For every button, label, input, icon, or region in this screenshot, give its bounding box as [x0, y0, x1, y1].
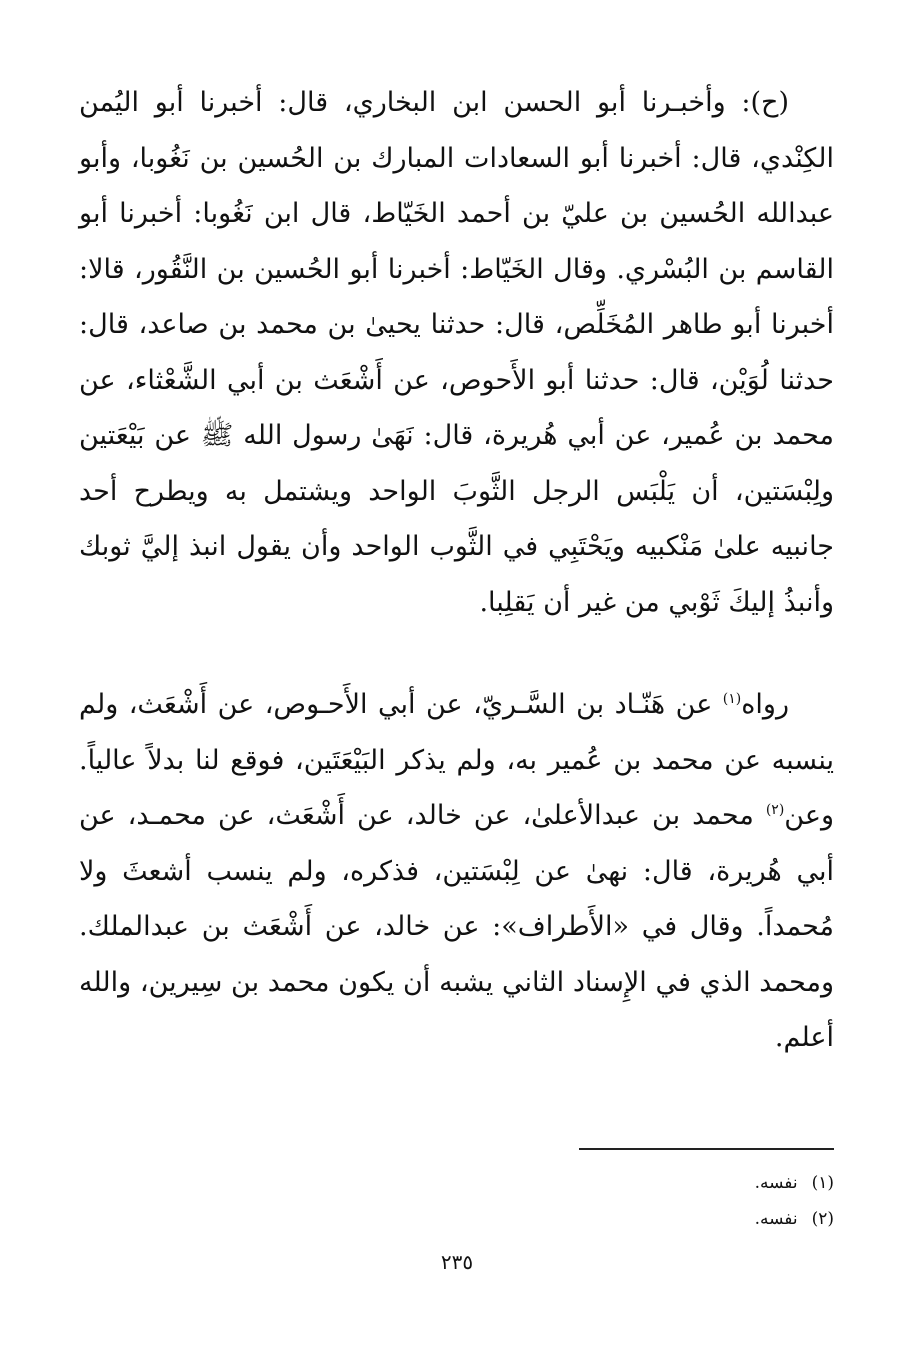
footnote-divider	[579, 1148, 834, 1150]
footnote-number: (٢)	[811, 1209, 834, 1229]
footnote	[434, 1201, 834, 1237]
footnote-reference: (١)	[722, 691, 742, 707]
narration-commentary-paragraph	[79, 677, 834, 1066]
footnote-text: نفسه.	[754, 1209, 798, 1229]
paragraph-segment: عن هَنّـاد بن السَّـريّ، عن أبي الأَحـوص، عن أَشْعَث، ولم ينسبه عن محمد بن عُمير به، ولم يذكر البَيْعَتَين، فوقع لنا بدلاً عالياً. وعن	[79, 689, 834, 831]
footnote-number: (١)	[811, 1173, 834, 1193]
footnote-text: نفسه.	[754, 1173, 798, 1193]
paragraph-segment: رواه	[741, 689, 789, 720]
page-number: ٢٣٥	[440, 1250, 474, 1274]
paragraph-segment: محمد بن عبدالأعلىٰ، عن خالد، عن أَشْعَث، عن محمـد، عن أبي هُريرة، قال: نهىٰ عن لِبْسَتين، فذكره، ولم ينسب أشعثَ ولا مُحمداً. وقال في «الأَطراف»: عن خالد، عن أَشْعَث بن عبدالملك. ومحمد الذي في الإِسناد الثاني يشبه أن يكون محمد بن سِيرين، والله أعلم.	[79, 800, 834, 1053]
footnote	[434, 1165, 834, 1201]
footnotes	[434, 1165, 834, 1237]
hadith-chain-paragraph	[79, 75, 834, 630]
paragraph-text: (ح): وأخبـرنا أبو الحسن ابن البخاري، قال: أخبرنا أبو اليُمن الكِنْدي، قال: أخبرنا أبو السعادات المبارك بن الحُسين بن نَغُوبا، وأبو عبدالله الحُسين بن عليّ بن أحمد الخَيّاط، قال ابن نَغُوبا: أخبرنا أبو القاسم بن البُسْري. وقال الخَيّاط: أخبرنا أبو الحُسين بن النَّقُور، قالا: أخبرنا أبو طاهر المُخَلِّص، قال: حدثنا يحيىٰ بن محمد بن صاعد، قال: حدثنا لُوَيْن، قال: حدثنا أبو الأَحوص، عن أَشْعَث بن أبي الشَّعْثاء، عن محمد بن عُمير، عن أبي هُريرة، قال: نَهَىٰ رسول الله ﷺ عن بَيْعَتين ولِبْسَتين، أن يَلْبَس الرجل الثَّوبَ الواحد ويشتمل به ويطرح أحد جانبيه علىٰ مَنْكبيه ويَحْتَبِي في الثَّوب الواحد وأن يقول انبذ إليَّ ثوبك وأنبذُ إليكَ ثَوْبي من غير أن يَقلِبا.	[79, 87, 834, 618]
footnote-reference: (٢)	[765, 802, 785, 818]
paragraph-text	[79, 677, 834, 1066]
